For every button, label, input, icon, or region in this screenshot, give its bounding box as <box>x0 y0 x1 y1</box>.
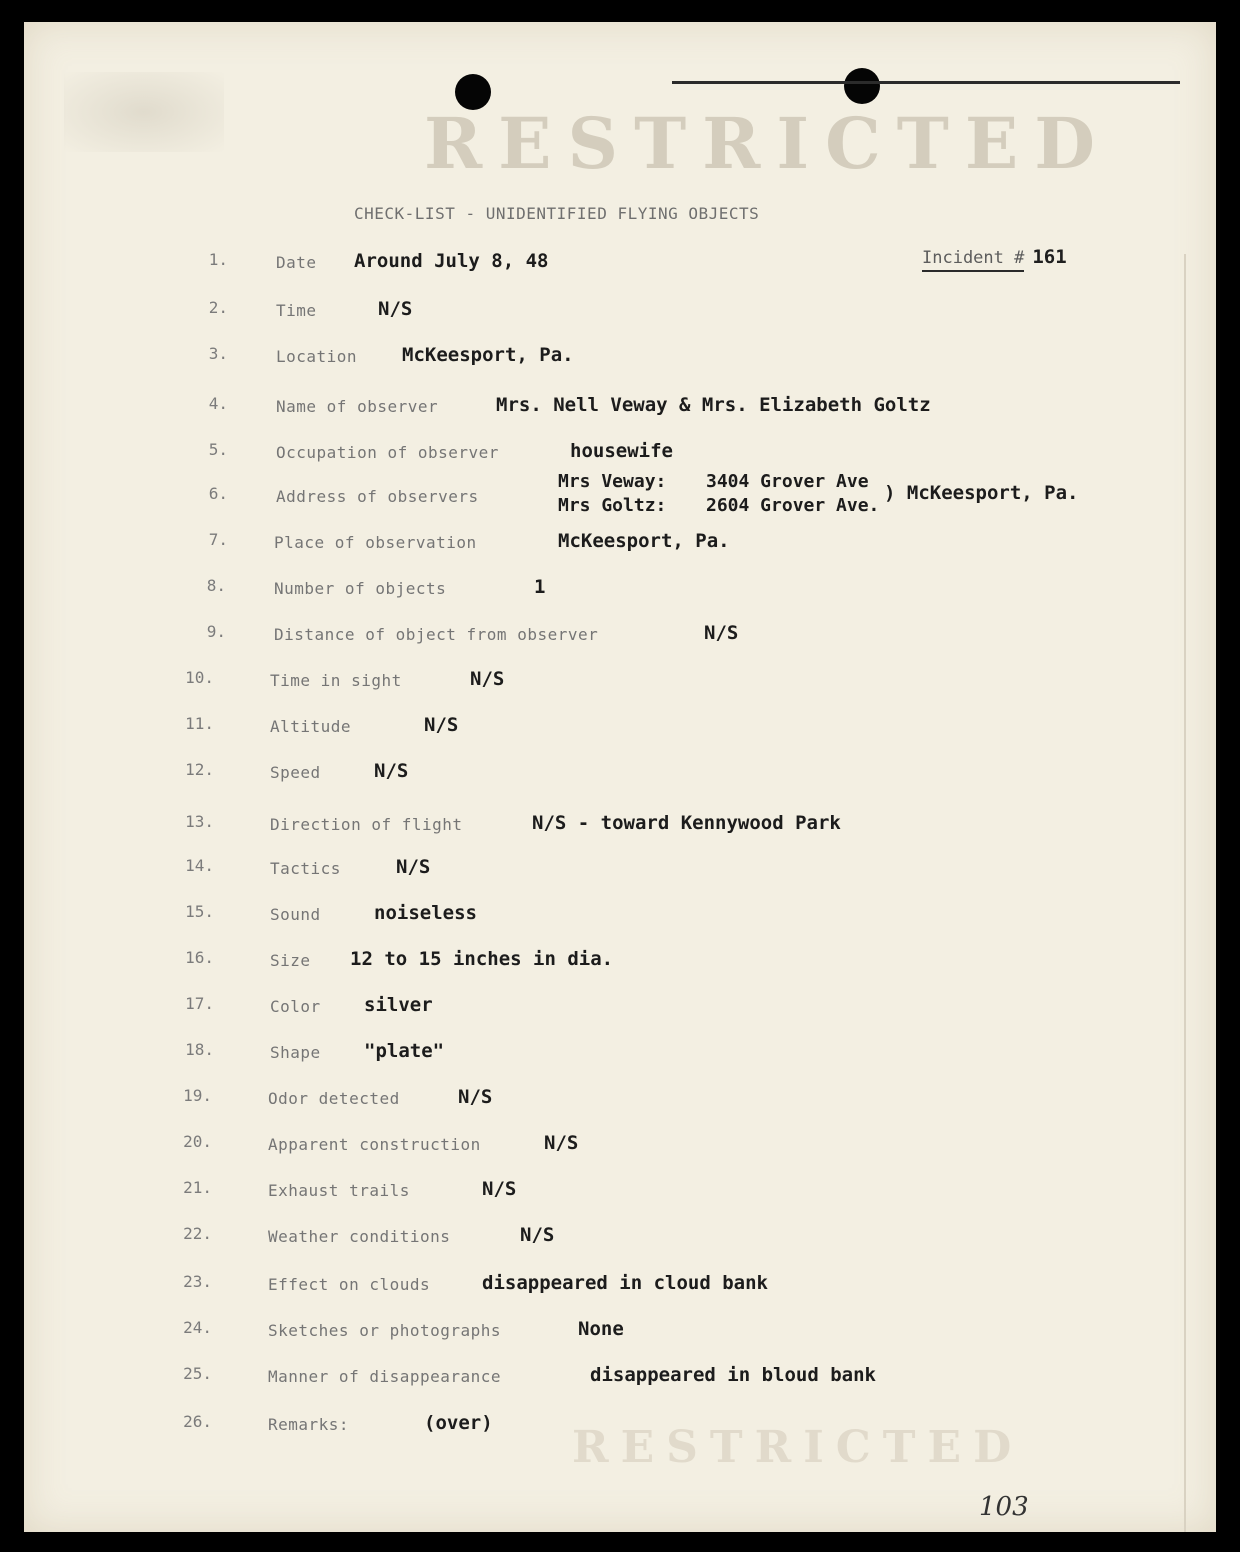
item-label: Location <box>276 347 358 366</box>
item-number: 23. <box>183 1272 212 1291</box>
item-label: Distance of object from observer <box>274 625 599 644</box>
item-value: "plate" <box>364 1040 445 1062</box>
item-number: 7. <box>208 530 228 549</box>
item-number: 5. <box>208 440 228 459</box>
item-number: 17. <box>185 994 214 1013</box>
item-value: McKeesport, Pa. <box>558 530 730 552</box>
item-number: 21. <box>183 1178 212 1197</box>
item-label: Place of observation <box>274 533 477 552</box>
item-value: N/S <box>520 1224 555 1246</box>
item-label: Time in sight <box>270 671 402 690</box>
address-street: 3404 Grover Ave <box>706 471 869 492</box>
item-number: 15. <box>185 902 214 921</box>
item-label: Weather conditions <box>268 1227 451 1246</box>
page-title: CHECK-LIST - UNIDENTIFIED FLYING OBJECTS <box>354 204 760 223</box>
address-line-veway <box>558 470 879 494</box>
item-number: 14. <box>185 856 214 875</box>
punch-hole-right <box>844 68 880 104</box>
address-name: Mrs Veway: <box>558 471 667 492</box>
item-number: 8. <box>206 576 226 595</box>
item-value: N/S <box>374 760 409 782</box>
incident-number-field <box>922 246 1067 272</box>
item-value: 1 <box>534 576 546 598</box>
item-value: N/S <box>396 856 431 878</box>
item-number: 13. <box>185 812 214 831</box>
item-label: Time <box>276 301 317 320</box>
address-city: ) McKeesport, Pa. <box>884 482 1079 504</box>
item-label: Exhaust trails <box>268 1181 410 1200</box>
address-line-goltz <box>558 494 879 518</box>
item-value: N/S <box>470 668 505 690</box>
item-number: 16. <box>185 948 214 967</box>
item-label: Effect on clouds <box>268 1275 431 1294</box>
item-number: 18. <box>185 1040 214 1059</box>
restricted-stamp-bottom: RESTRICTED <box>572 1422 1024 1473</box>
incident-value: 161 <box>1032 246 1067 268</box>
item-number: 20. <box>183 1132 212 1151</box>
item-label: Remarks: <box>268 1415 350 1434</box>
incident-label: Incident # <box>922 248 1024 272</box>
item-label: Name of observer <box>276 397 439 416</box>
document-page <box>24 22 1216 1532</box>
item-number: 19. <box>183 1086 212 1105</box>
item-label: Tactics <box>270 859 341 878</box>
item-label: Direction of flight <box>270 815 463 834</box>
item-value: N/S <box>544 1132 579 1154</box>
top-rule <box>672 81 1180 84</box>
item-number: 25. <box>183 1364 212 1383</box>
item-number: 11. <box>185 714 214 733</box>
item-value: N/S <box>458 1086 493 1108</box>
item-label: Apparent construction <box>268 1135 481 1154</box>
item-number: 6. <box>208 484 228 503</box>
item-value: disappeared in bloud bank <box>590 1364 876 1386</box>
item-value: housewife <box>570 440 673 462</box>
item-label: Manner of disappearance <box>268 1367 502 1386</box>
item-number: 3. <box>208 344 228 363</box>
page-edge-line <box>1184 254 1186 1532</box>
item-number: 22. <box>183 1224 212 1243</box>
item-value: N/S - toward Kennywood Park <box>532 812 841 834</box>
item-number: 12. <box>185 760 214 779</box>
item-label: Sound <box>270 905 321 924</box>
item-label: Altitude <box>270 717 352 736</box>
item-label: Odor detected <box>268 1089 400 1108</box>
item-value: N/S <box>704 622 739 644</box>
item-value: N/S <box>378 298 413 320</box>
item-number: 9. <box>206 622 226 641</box>
item-label: Sketches or photographs <box>268 1321 502 1340</box>
item-number: 10. <box>185 668 214 687</box>
item-value: silver <box>364 994 433 1016</box>
item-label: Color <box>270 997 321 1016</box>
restricted-stamp-top: RESTRICTED <box>424 102 1111 185</box>
item-value: 12 to 15 inches in dia. <box>350 948 614 970</box>
item-label: Date <box>276 253 317 272</box>
item-label: Occupation of observer <box>276 443 499 462</box>
item-value: (over) <box>424 1412 493 1434</box>
item-value: Around July 8, 48 <box>354 250 549 272</box>
address-name: Mrs Goltz: <box>558 495 667 516</box>
item-label: Speed <box>270 763 321 782</box>
item-number: 26. <box>183 1412 212 1431</box>
smudge-mark <box>64 72 224 152</box>
item-number: 1. <box>208 250 228 269</box>
item-value: N/S <box>424 714 459 736</box>
item-label: Number of objects <box>274 579 447 598</box>
observer-addresses <box>558 470 879 518</box>
item-value: McKeesport, Pa. <box>402 344 574 366</box>
item-value: noiseless <box>374 902 477 924</box>
item-number: 4. <box>208 394 228 413</box>
item-value: N/S <box>482 1178 517 1200</box>
item-value: Mrs. Nell Veway & Mrs. Elizabeth Goltz <box>496 394 931 416</box>
item-value: None <box>578 1318 624 1340</box>
page-number: 103 <box>979 1492 1029 1522</box>
item-number: 24. <box>183 1318 212 1337</box>
item-number: 2. <box>208 298 228 317</box>
item-label: Size <box>270 951 311 970</box>
item-label: Shape <box>270 1043 321 1062</box>
item-value: disappeared in cloud bank <box>482 1272 768 1294</box>
address-street: 2604 Grover Ave. <box>706 495 880 516</box>
item-label: Address of observers <box>276 487 479 506</box>
